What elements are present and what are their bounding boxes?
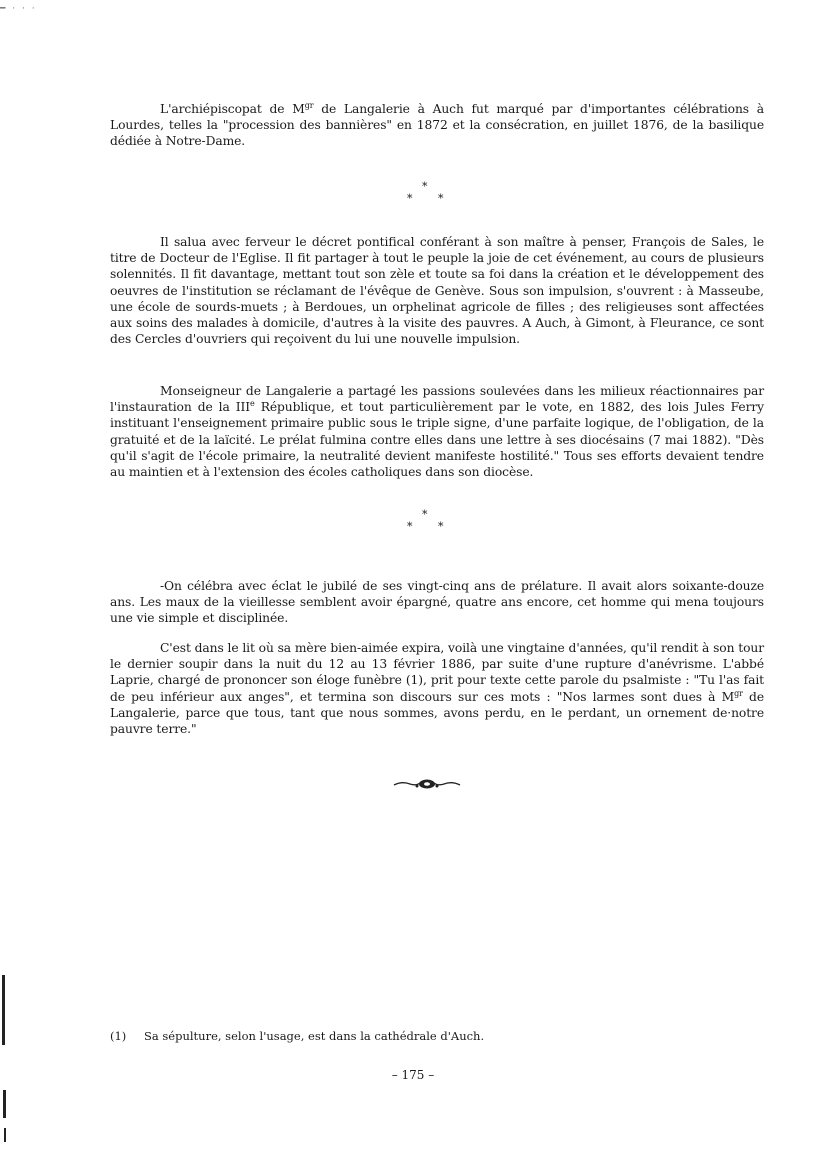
paragraph-4 [110,578,764,627]
superscript: gr [304,100,314,110]
superscript: e [250,399,255,409]
footnote-number: (1) [110,1029,127,1043]
paragraph-text: -On célébra avec éclat le jubilé de ses vingt-cinq ans de prélature. Il avait alors soixante-douze ans. Les maux de la vieillesse semblent avoir épargné, quatre ans encore, cet homme qui mena toujours une vie simple et disciplinée. [110,579,764,626]
page-number: – 175 – [391,1068,435,1082]
paragraph-text: République, et tout particulièrement par le vote, en 1882, des lois Jules Ferry instituant l'enseignement primaire public sous le triple signe, d'une parfaite logique, de l'obligation, de la gratuité et de la laïcité. Le prélat fulmina contre elles dans une lettre à ses diocésains (7 mai 1882). "Dès qu'il s'agit de l'école primaire, la neutralité devient manifeste hostilité." Tous ses efforts devaient tendre au maintien et à l'extension des écoles catholiques dans son diocèse. [110,400,765,480]
asterisk-top: * [422,180,428,193]
scan-artifact-top: ━ · · · [0,4,37,14]
asterism-separator-2 [405,508,445,532]
paragraph-3 [110,383,764,480]
paragraph-1 [110,101,764,150]
asterism-separator-1 [405,180,445,204]
footnote [110,1029,764,1043]
asterisk-left: * [407,192,413,205]
asterisk-left: * [407,520,413,533]
paragraph-text: Il salua avec ferveur le décret pontifical conférant à son maître à penser, François de Sales, le titre de Docteur de l'Eglise. Il fit partager à tout le peuple la joie de cet événement, au cours de plusieurs solennités. Il fit davantage, mettant tout son zèle et toute sa foi dans la création et le développement des oeuvres de l'institution se réclamant de l'évêque de Genève. Sous son impulsion, s'ouvrent : à Masseube, une école de sourds-muets ; à Berdoues, un orphelinat agricole de filles ; des religieuses sont affectées aux soins des malades à domicile, d'autres à la visite des pauvres. A Auch, à Gimont, à Fleurance, ce sont des Cercles d'ouvriers qui reçoivent du lui une nouvelle impulsion. [110,235,764,347]
footnote-text: Sa sépulture, selon l'usage, est dans la cathédrale d'Auch. [144,1029,485,1043]
asterisk-right: * [438,192,444,205]
paragraph-text: Monseigneur de Langalerie a partagé les passions soulevées dans les milieux réactionnaires par l'instauration de la III [110,384,764,415]
paragraph-text: C'est dans le lit où sa mère bien-aimée expira, voilà une vingtaine d'années, qu'il rendit à son tour le dernier soupir dans la nuit du 12 au 13 février 1886, par suite d'une rupture d'anévrisme. L'abbé Laprie, chargé de prononcer son éloge funèbre (1), prit pour texte cette parole du psalmiste : "Tu l'as fait de peu inférieur aux anges", et termina son discours sur ces mots : "Nos larmes sont dues à M [110,641,764,704]
paragraph-text: L'archiépiscopat de M [160,102,305,116]
paragraph-5 [110,640,764,737]
scan-edge-mark [2,975,5,1045]
asterisk-top: * [422,508,428,521]
paragraph-text: de Langalerie à Auch fut marqué par d'importantes célébrations à Lourdes, telles la "procession des bannières" en 1872 et la consécration, en juillet 1876, de la basilique dédiée à Notre-Dame. [110,102,764,149]
scan-edge-mark [3,1090,6,1118]
end-ornament-icon [392,775,462,794]
paragraph-text: de Langalerie, parce que tous, tant que nous sommes, avons perdu, en le perdant, un ornement de·notre pauvre terre." [110,689,764,737]
paragraph-2 [110,234,764,347]
asterisk-right: * [438,520,444,533]
scan-edge-mark [4,1128,6,1142]
superscript: gr [734,688,743,698]
